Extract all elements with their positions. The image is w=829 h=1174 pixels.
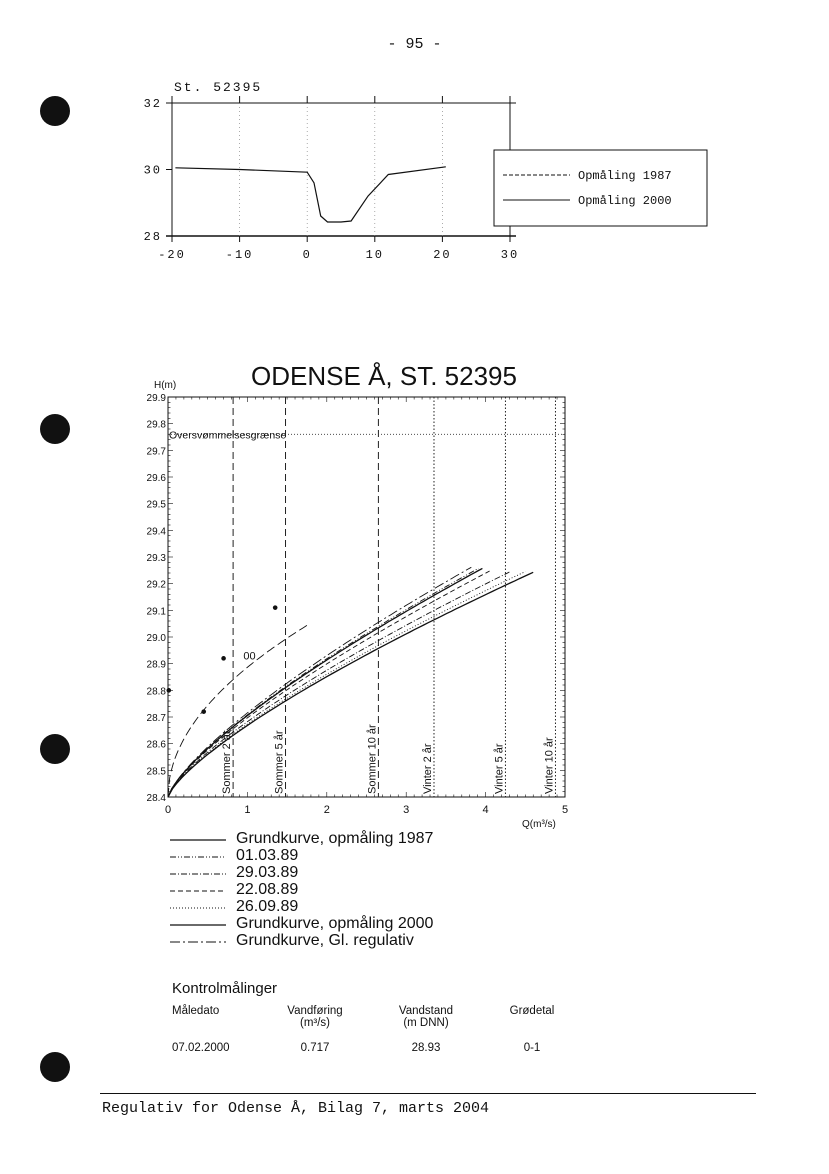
measurement-point <box>273 605 278 610</box>
control-header-vandforing: Vandføring (m³/s) <box>287 1005 343 1029</box>
control-cell-vandforing: 0.717 <box>300 1042 330 1054</box>
vline-label: Sommer 10 år <box>366 724 379 794</box>
chart2-ytick-label: 29.5 <box>146 499 166 511</box>
flood-limit-label: Oversvømmelsesgrænse <box>169 429 287 442</box>
cross-section-chart <box>0 0 829 300</box>
control-title: Kontrolmålinger <box>172 980 278 997</box>
control-header-grodetal: Grødetal <box>509 1005 555 1017</box>
vline-label: Sommer 5 år <box>273 730 286 794</box>
legend-swatch <box>168 921 228 929</box>
chart2-ytick-label: 29.0 <box>146 633 166 644</box>
legend-swatch <box>168 887 228 895</box>
chart2-xtick-label: 0 <box>164 804 172 816</box>
chart2-xtick-label: 3 <box>403 804 410 816</box>
rating-curve-2 <box>168 572 509 797</box>
legend-label: 22.08.89 <box>236 881 299 898</box>
legend-row <box>168 883 588 900</box>
rating-curve-5 <box>168 568 482 797</box>
legend-label: Grundkurve, opmåling 1987 <box>236 830 434 847</box>
vline-label: Sommer 2 år <box>221 730 234 794</box>
legend-label: Grundkurve, opmåling 2000 <box>236 915 434 932</box>
measurement-point <box>221 656 226 661</box>
chart1-legend <box>494 150 707 226</box>
page-footer: Regulativ for Odense Å, Bilag 7, marts 2004 <box>102 1100 490 1117</box>
chart1-xtick-label: 20 <box>433 248 452 262</box>
chart2-title: ODENSE Å, ST. 52395 <box>251 361 517 391</box>
chart1-xtick-label: -10 <box>225 248 254 262</box>
chart2-ytick-label: 29.9 <box>146 393 166 404</box>
chart1-ytick-label: 32 <box>143 97 162 111</box>
chart2-xlabel: Q(m³/s) <box>522 819 556 830</box>
chart2-ytick-label: 28.8 <box>146 686 166 698</box>
legend-swatch <box>168 870 228 878</box>
vline-label: Vinter 2 år <box>421 743 434 794</box>
chart1-xtick-label: 10 <box>365 248 385 262</box>
control-cell-dato: 07.02.2000 <box>172 1042 230 1054</box>
chart2-ytick-label: 29.6 <box>146 473 166 484</box>
chart2-ytick-label: 29.2 <box>146 579 166 591</box>
control-cell-grodetal: 0-1 <box>523 1042 541 1054</box>
chart2-ytick-label: 28.7 <box>146 713 166 724</box>
chart1-ytick-label: 28 <box>143 230 162 244</box>
measurement-point <box>166 688 171 693</box>
chart1-xtick-label: 30 <box>500 248 520 262</box>
chart1-xtick-label: -20 <box>158 248 186 262</box>
chart1-title: St. 52395 <box>174 80 263 95</box>
legend-label: 29.03.89 <box>236 864 299 881</box>
chart2-ytick-label: 29.3 <box>146 553 166 564</box>
chart2-xtick-label: 4 <box>482 804 489 816</box>
chart2-ytick-label: 29.8 <box>146 419 166 431</box>
control-header-vandstand: Vandstand (m DNN) <box>398 1005 454 1029</box>
chart2-xtick-label: 5 <box>561 804 569 816</box>
legend-label: 26.09.89 <box>236 898 299 915</box>
control-cell-vandstand: 28.93 <box>411 1042 441 1054</box>
footer-rule <box>100 1093 756 1094</box>
chart2-ytick-label: 28.6 <box>146 739 166 751</box>
legend-swatch <box>168 938 228 946</box>
chart2-ytick-label: 29.4 <box>146 526 166 538</box>
legend-label-2000: Opmåling 2000 <box>578 194 672 208</box>
legend-swatch <box>168 836 228 844</box>
vline-label: Vinter 10 år <box>543 737 556 794</box>
measurement-point <box>201 709 206 714</box>
control-header-dato: Måledato <box>172 1005 220 1017</box>
chart2-ytick-label: 28.4 <box>146 793 166 804</box>
chart2-ytick-label: 29.1 <box>146 606 166 618</box>
legend-swatch <box>168 853 228 861</box>
legend-label: 01.03.89 <box>236 847 299 864</box>
punch-hole-4 <box>40 1052 70 1082</box>
legend-row <box>168 866 588 883</box>
chart1-ytick-label: 30 <box>143 163 162 178</box>
legend-row <box>168 934 588 951</box>
rating-curve-chart <box>0 350 829 830</box>
chart2-ytick-label: 28.5 <box>146 766 166 778</box>
legend-swatch <box>168 904 228 912</box>
chart2-ytick-label: 29.7 <box>146 446 166 458</box>
curve-annotation: 00 <box>243 650 256 663</box>
chart2-xtick-label: 2 <box>323 804 330 816</box>
chart2-ylabel: H(m) <box>154 380 177 391</box>
legend-row <box>168 849 588 866</box>
legend-row <box>168 832 588 849</box>
rating-curve-legend <box>168 832 588 951</box>
chart2-ytick-label: 28.9 <box>146 659 166 671</box>
chart1-xtick-label: 0 <box>302 248 312 262</box>
page-number: - 95 - <box>387 36 442 53</box>
chart2-xtick-label: 1 <box>244 804 251 816</box>
vline-label: Vinter 5 år <box>493 743 506 794</box>
rating-curve-3 <box>168 571 490 797</box>
chart1-series-1 <box>175 167 445 222</box>
legend-label: Grundkurve, Gl. regulativ <box>236 932 414 949</box>
legend-label-1987: Opmåling 1987 <box>578 169 672 183</box>
